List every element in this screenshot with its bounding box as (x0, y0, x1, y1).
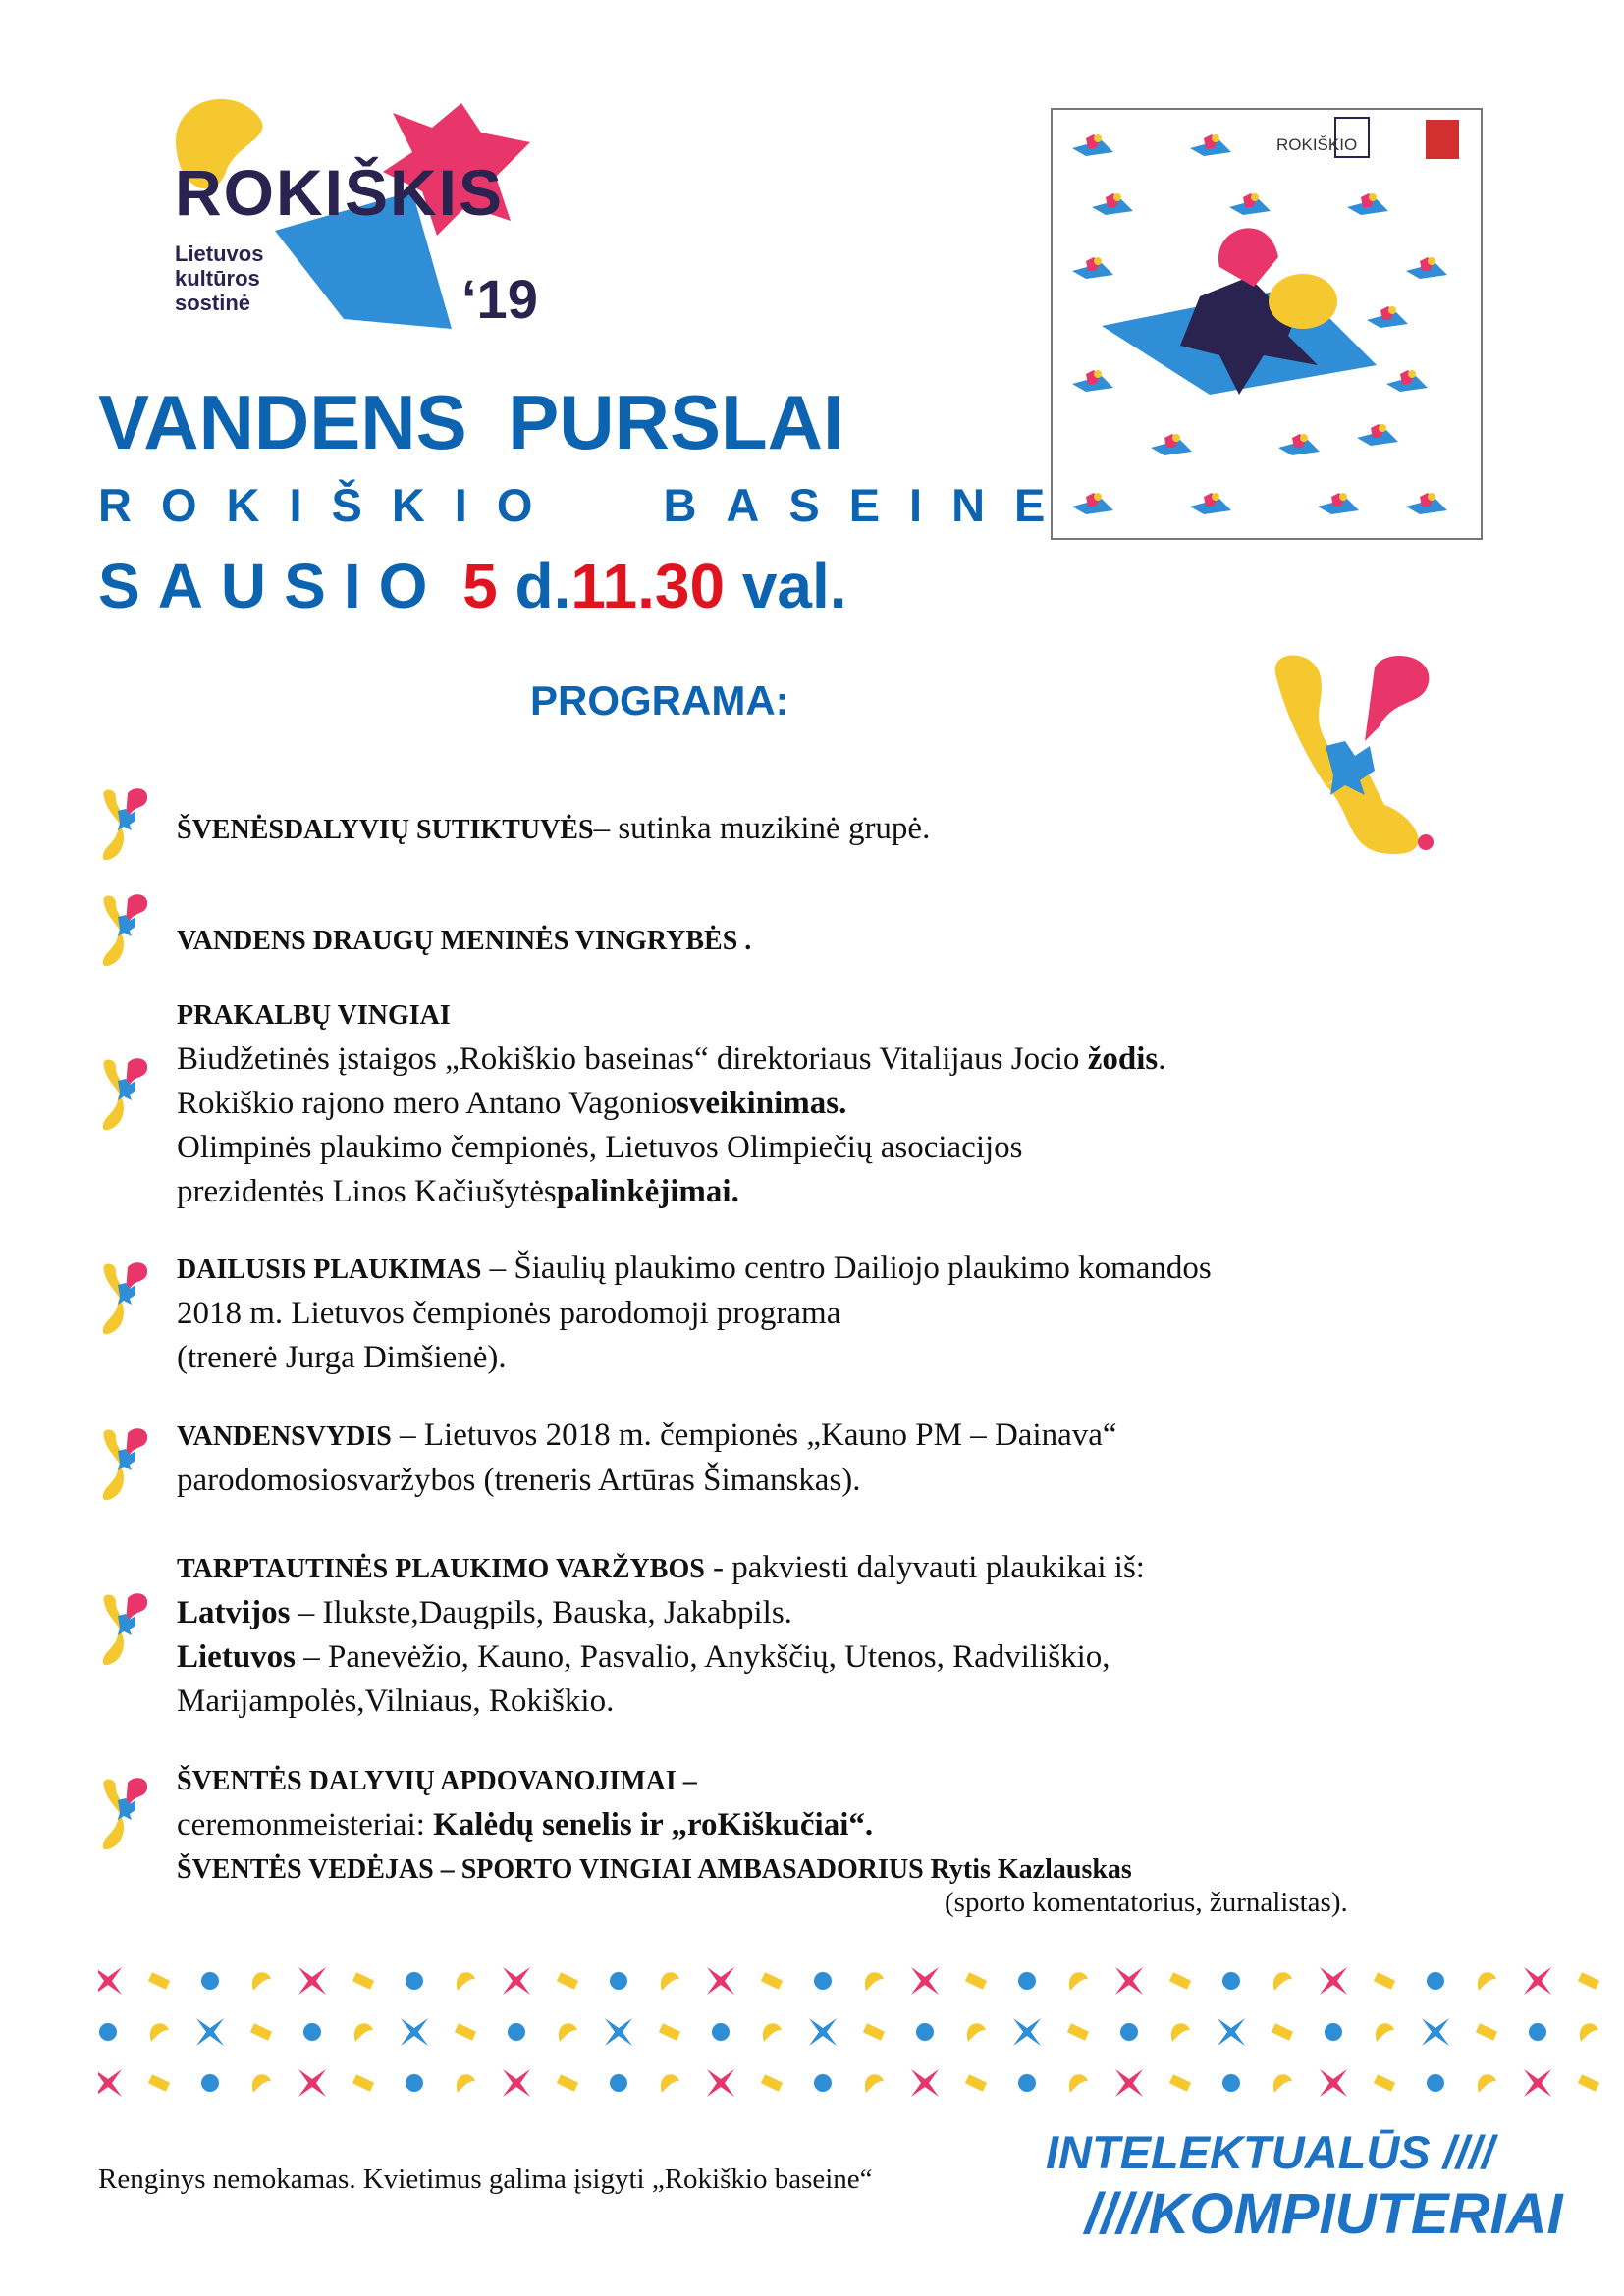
program-item-7 (177, 1759, 1132, 1892)
program-item-4: DAILUSIS PLAUKIMAS – Šiaulių plaukimo centro Dailiojo plaukimo komandos 2018 m. Lietuvos čempionės parodomoji programa (trenerė Jurga Dimšienė). (177, 1247, 1212, 1380)
event-time: 11.30 (570, 551, 726, 621)
item-5-heading: VANDENSVYDIS (177, 1421, 392, 1452)
item-2-heading: VANDENS DRAUGŲ MENINĖS VINGRYBĖS . (177, 926, 752, 956)
item-6-line-4: Marijampolės,Vilniaus, Rokiškio. (177, 1683, 615, 1719)
item-3-line-3: Olimpinės plaukimo čempionės, Lietuvos Olimpiečių asociacijos (177, 1130, 1023, 1165)
item-3-line-2: Rokiškio rajono mero Antano Vagoniosveikinimas. (177, 1086, 847, 1121)
program-item-2 (177, 918, 751, 963)
sponsor-logo-line-1: INTELEKTUALŪS //// (1046, 2126, 1494, 2178)
item-1-text: – sutinka muzikinė grupė. (593, 811, 931, 846)
time-val: val. (741, 551, 847, 621)
logo-year: ‘19 (461, 268, 538, 330)
event-venue: ROKIŠKIO BASEINE (98, 479, 1075, 531)
poster-logo-text: ROKIŠKIO (1276, 135, 1358, 154)
item-1-heading: ŠVENĖSDALYVIŲ SUTIKTUVĖS (177, 815, 594, 845)
logo-subtitle: Lietuvos kultūros sostinė (175, 241, 264, 315)
host-note: (sporto komentatorius, žurnalistas). (945, 1887, 1348, 1918)
event-title: VANDENS PURSLAI (98, 379, 844, 465)
program-item-3 (177, 993, 1165, 1214)
program-item-1 (177, 807, 930, 852)
program-heading: PROGRAMA: (530, 677, 789, 723)
footer-note: Renginys nemokamas. Kvietimus galima įsigyti „Rokiškio baseine“ (98, 2163, 873, 2195)
item-7-line-2: ŠVENTĖS VEDĖJAS – SPORTO VINGIAI AMBASADORIUS Rytis Kazlauskas (177, 1854, 1132, 1885)
item-4-line-3: (trenerė Jurga Dimšienė). (177, 1340, 507, 1375)
decorative-pattern-banner (98, 1963, 1610, 2101)
poster-artwork (1053, 110, 1481, 538)
item-5-line-2: parodomosiosvaržybos (treneris Artūras Šimanskas). (177, 1463, 861, 1498)
item-6-line-3: Lietuvos – Panevėžio, Kauno, Pasvalio, Anykščių, Utenos, Radviliškio, (177, 1639, 1110, 1675)
bullet-icon (96, 1259, 155, 1338)
item-4-line-2: 2018 m. Lietuvos čempionės parodomoji programa (177, 1296, 841, 1331)
date-day: 5 (462, 551, 498, 621)
logo-wordmark: ROKIŠKIS (175, 156, 505, 229)
item-7-heading: ŠVENTĖS DALYVIŲ APDOVANOJIMAI – (177, 1766, 697, 1796)
bullet-icon (96, 1775, 155, 1853)
date-month: SAUSIO (98, 551, 446, 621)
event-poster-image (1051, 108, 1483, 540)
event-date-time (98, 550, 847, 622)
item-3-heading: PRAKALBŲ VINGIAI (177, 1000, 451, 1031)
item-6-line-2: Latvijos – Ilukste,Daugpils, Bauska, Jakabpils. (177, 1595, 792, 1630)
program-item-6: TARPTAUTINĖS PLAUKIMO VARŽYBOS - pakviesti dalyvauti plaukikai iš: Latvijos – Ilukste,Daugpils, Bauska, Jakabpils. Lietuvos – Panevėžio, Kauno, Pasvalio, Anykščių, Utenos, Radviliškio, Marijampolės,Vilniaus, Rokiškio. (177, 1546, 1145, 1724)
item-6-heading: TARPTAUTINĖS PLAUKIMO VARŽYBOS (177, 1554, 705, 1584)
item-7-line-1: ceremonmeisteriai: Kalėdų senelis ir „roKiškučiai“. (177, 1807, 874, 1842)
sponsor-logo-line-2: ////KOMPIUTERIAI (1085, 2182, 1563, 2246)
item-3-line-1: Biudžetinės įstaigos „Rokiškio baseinas“ direktoriaus Vitalijaus Jocio žodis. (177, 1041, 1166, 1077)
item-4-heading: DAILUSIS PLAUKIMAS (177, 1255, 482, 1285)
bullet-icon (96, 1425, 155, 1504)
item-3-line-4: prezidentės Linos Kačiušytėspalinkėjimai. (177, 1174, 739, 1209)
decorative-x-figure (1267, 648, 1443, 864)
bullet-icon (96, 785, 155, 864)
bullet-icon (96, 1055, 155, 1134)
bullet-icon (96, 1590, 155, 1669)
program-item-5: VANDENSVYDIS – Lietuvos 2018 m. čempionės „Kauno PM – Dainava“ parodomosiosvaržybos (treneris Artūras Šimanskas). (177, 1414, 1117, 1503)
date-d: d. (514, 551, 571, 621)
bullet-icon (96, 891, 155, 970)
